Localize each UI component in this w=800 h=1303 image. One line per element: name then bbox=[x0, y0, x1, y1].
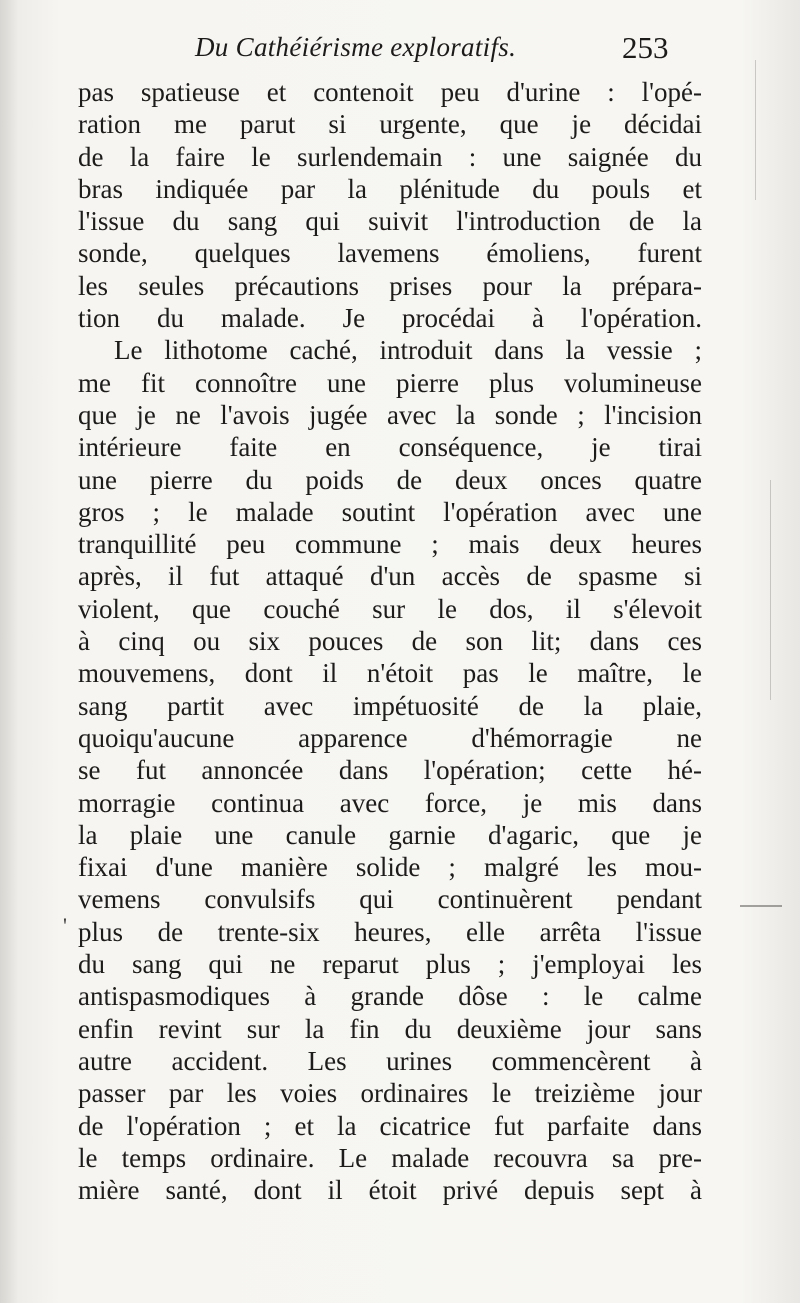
text-line: de l'opération ; et la cicatrice fut parfaite dans bbox=[78, 1110, 702, 1141]
text-line: mouvemens, dont il n'étoit pas le maître, le bbox=[78, 658, 702, 689]
text-line: intérieure faite en conséquence, je tirai bbox=[78, 432, 702, 463]
text-line: passer par les voies ordinaires le treizième jour bbox=[78, 1078, 702, 1109]
text-line: après, il fut attaqué d'un accès de spasme si bbox=[78, 561, 702, 592]
text-line: les seules précautions prises pour la prépara- bbox=[78, 270, 702, 301]
paper-edge-mark bbox=[755, 60, 756, 200]
text-line: plus de trente-six heures, elle arrêta l'issue bbox=[78, 916, 702, 947]
text-line: que je ne l'avois jugée avec la sonde ; l'incision bbox=[78, 399, 702, 430]
text-line: quoiqu'aucune apparence d'hémorragie ne bbox=[78, 722, 702, 753]
text-line: me fit connoître une pierre plus volumineuse bbox=[78, 367, 702, 398]
running-title: Du Cathéiérisme exploratifs. bbox=[195, 32, 517, 62]
body-text bbox=[78, 76, 702, 1206]
text-line: violent, que couché sur le dos, il s'élevoit bbox=[78, 593, 702, 624]
text-line: gros ; le malade soutint l'opération avec une bbox=[78, 496, 702, 527]
text-line: mière santé, dont il étoit privé depuis sept à bbox=[78, 1175, 702, 1206]
text-line: antispasmodiques à grande dôse : le calme bbox=[78, 981, 702, 1012]
margin-dash bbox=[740, 905, 782, 907]
page-number: 253 bbox=[622, 30, 669, 65]
text-line: sonde, quelques lavemens émoliens, furent bbox=[78, 238, 702, 269]
paragraph-first-line: Le lithotome caché, introduit dans la vessie ; bbox=[114, 335, 702, 366]
text-line: fixai d'une manière solide ; malgré les mou- bbox=[78, 852, 702, 883]
text-line: tion du malade. Je procédai à l'opération. bbox=[78, 303, 702, 334]
text-line: le temps ordinaire. Le malade recouvra sa pre- bbox=[78, 1142, 702, 1173]
text-line: autre accident. Les urines commencèrent à bbox=[78, 1045, 702, 1076]
paper-edge-mark bbox=[770, 480, 771, 700]
text-line: la plaie une canule garnie d'agaric, que je bbox=[78, 819, 702, 850]
page-header bbox=[0, 30, 800, 70]
text-line: l'issue du sang qui suivit l'introduction de la bbox=[78, 206, 702, 237]
text-line: ration me parut si urgente, que je décidai bbox=[78, 109, 702, 140]
text-line: à cinq ou six pouces de son lit; dans ces bbox=[78, 626, 702, 657]
text-line: sang partit avec impétuosité de la plaie, bbox=[78, 690, 702, 721]
text-line: pas spatieuse et contenoit peu d'urine : l'opé- bbox=[78, 77, 702, 107]
text-line: bras indiquée par la plénitude du pouls et bbox=[78, 173, 702, 204]
page-gutter-shadow bbox=[0, 0, 18, 1303]
text-line: morragie continua avec force, je mis dans bbox=[78, 787, 702, 818]
text-line: de la faire le surlendemain : une saignée du bbox=[78, 141, 702, 172]
text-line: se fut annoncée dans l'opération; cette hé- bbox=[78, 755, 702, 786]
margin-mark: ' bbox=[63, 913, 67, 938]
text-line: du sang qui ne reparut plus ; j'employai les bbox=[78, 949, 702, 980]
text-line: vemens convulsifs qui continuèrent pendant bbox=[78, 884, 702, 915]
text-line: enfin revint sur la fin du deuxième jour sans bbox=[78, 1013, 702, 1044]
text-line: une pierre du poids de deux onces quatre bbox=[78, 464, 702, 495]
text-line: tranquillité peu commune ; mais deux heures bbox=[78, 529, 702, 560]
